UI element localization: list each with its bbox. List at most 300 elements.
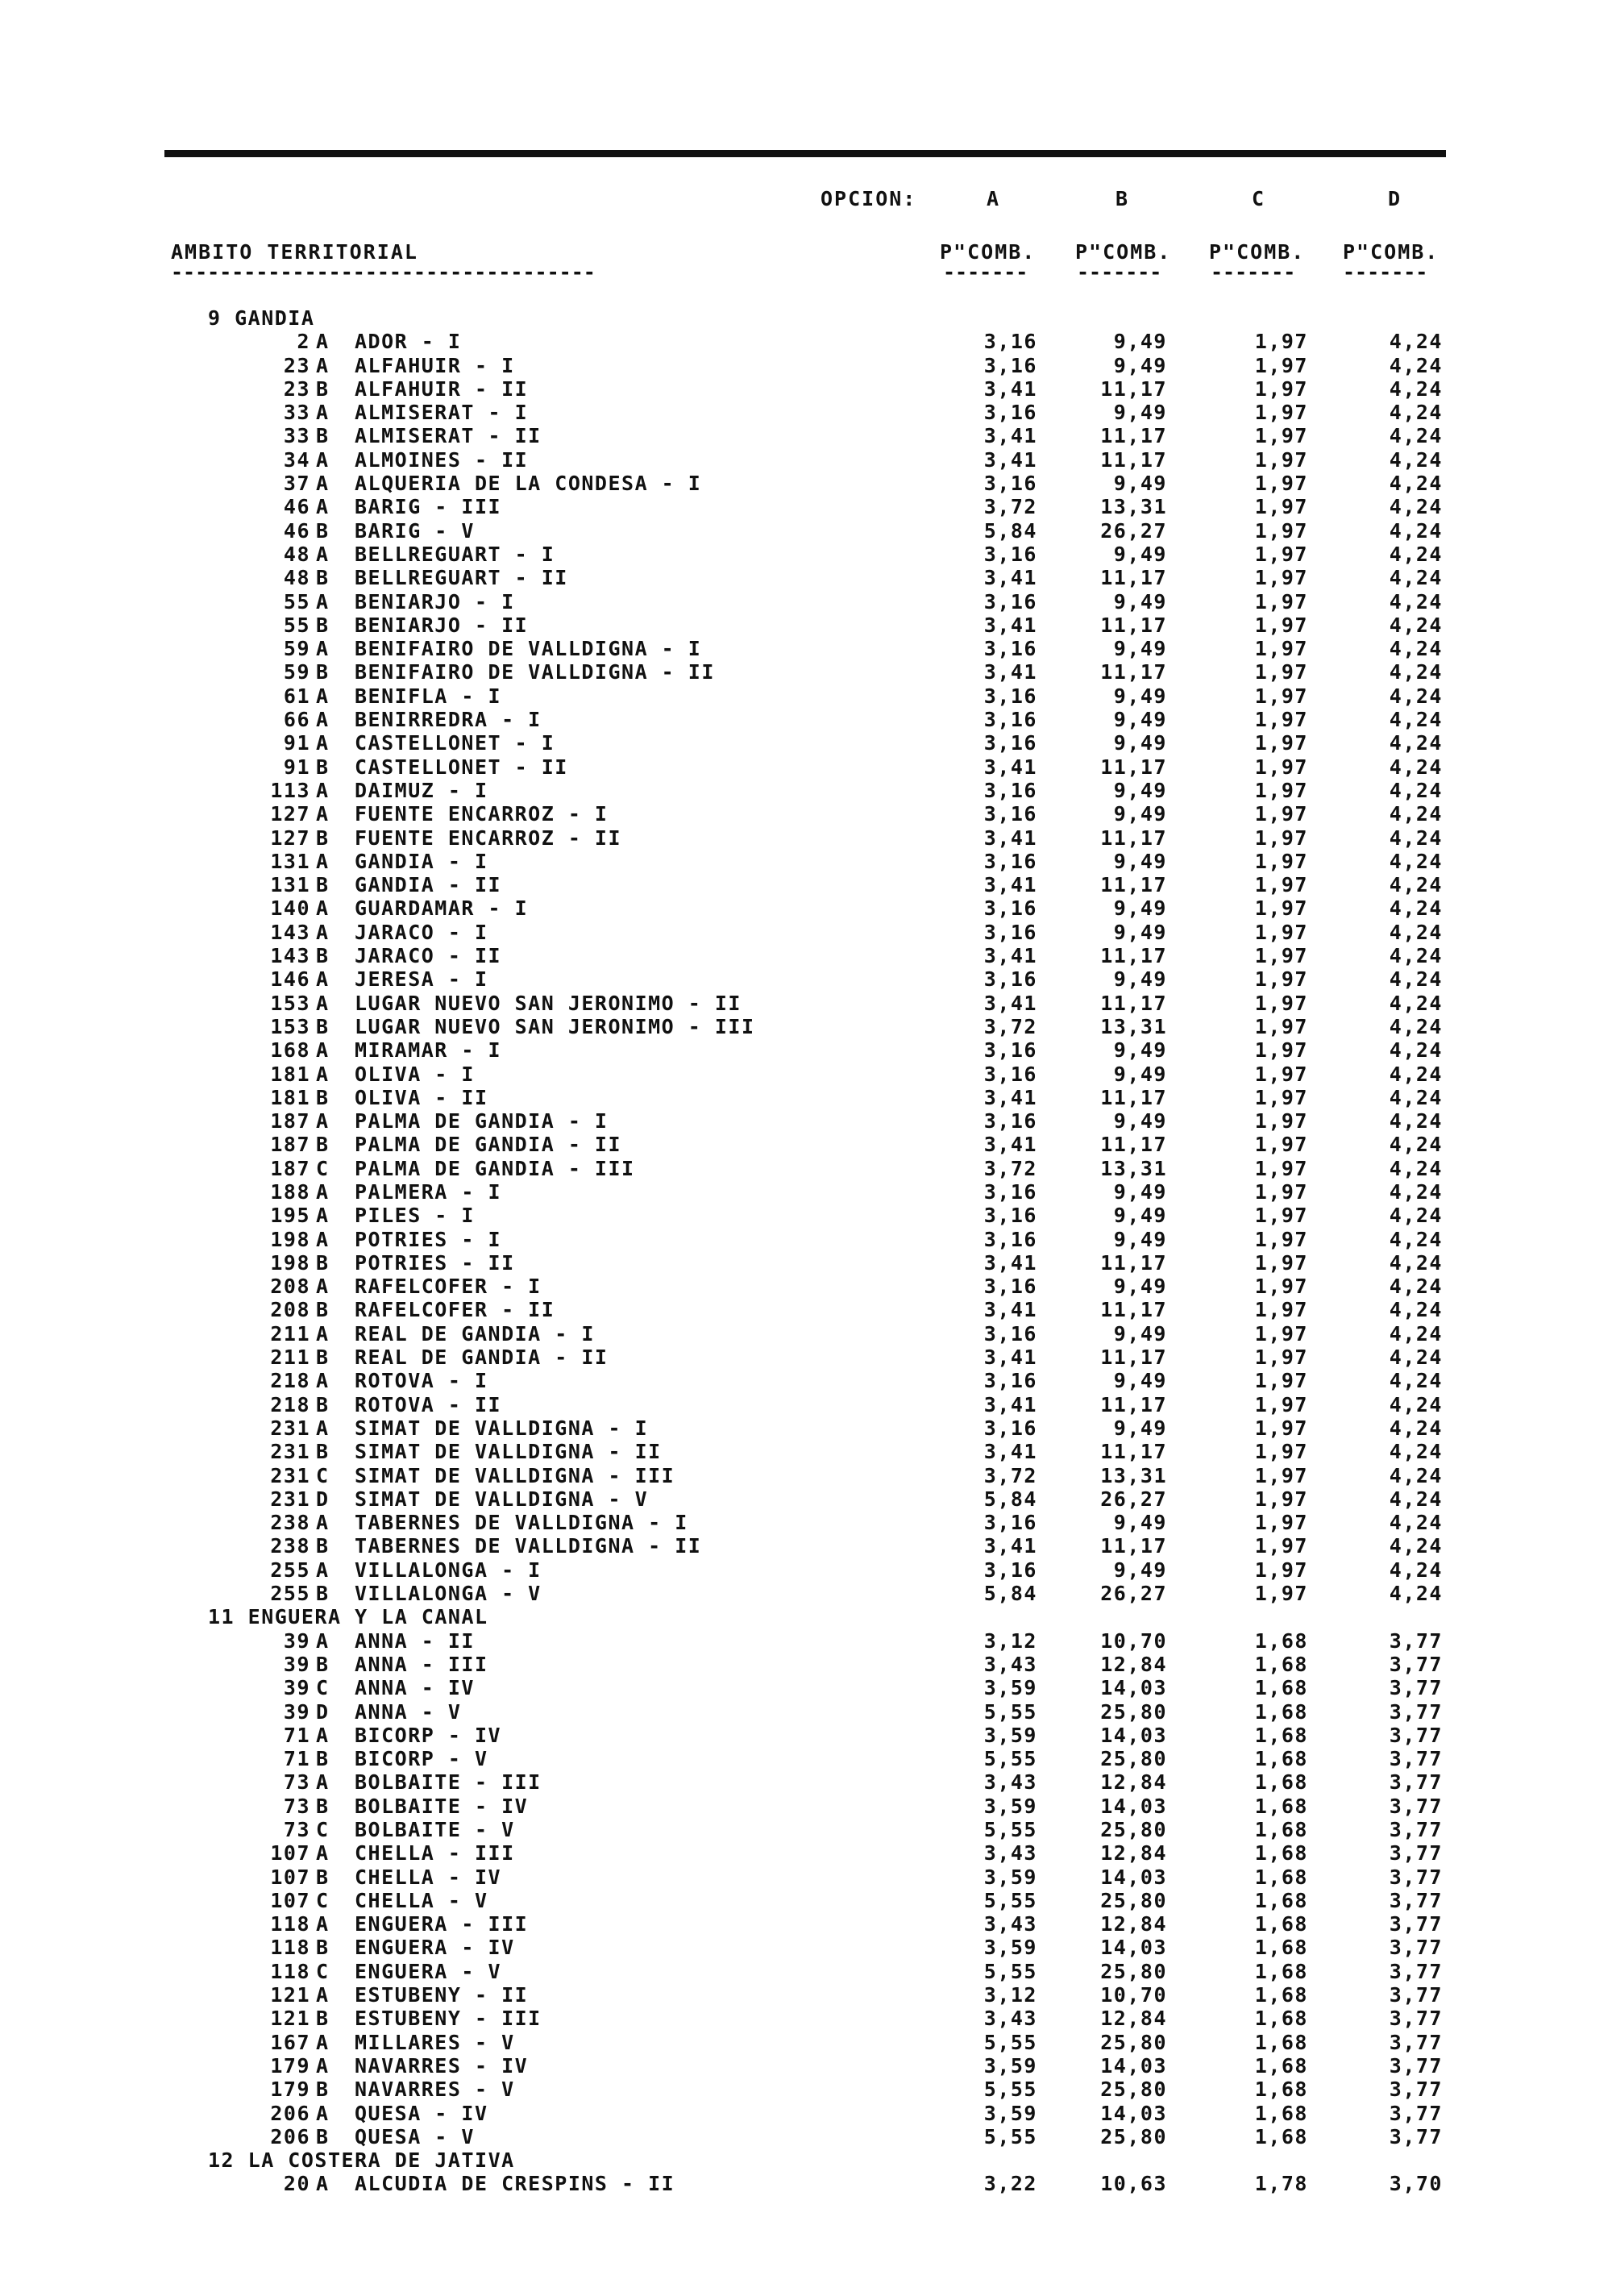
option-letter: A [316, 1628, 330, 1653]
municipality-name: ENGUERA - IV [355, 1936, 515, 1960]
value-c: 1,97 [1254, 1416, 1308, 1440]
value-b: 9,49 [1113, 1109, 1167, 1133]
value-a: 3,41 [983, 991, 1037, 1015]
municipality-code: 20 [283, 2172, 310, 2196]
municipality-name: ROTOVA - II [355, 1392, 502, 1416]
option-letter: A [316, 1038, 330, 1063]
option-letter: A [316, 1912, 330, 1936]
value-c: 1,97 [1254, 401, 1308, 425]
municipality-code: 107 [270, 1888, 310, 1912]
value-b: 11,17 [1100, 1133, 1167, 1157]
value-d: 3,77 [1389, 2078, 1443, 2102]
value-c: 1,97 [1254, 1275, 1308, 1299]
value-c: 1,97 [1254, 684, 1308, 708]
value-c: 1,97 [1254, 1109, 1308, 1133]
value-a: 5,55 [983, 2078, 1037, 2102]
value-d: 3,70 [1389, 2172, 1443, 2196]
table-row [0, 1912, 1612, 1936]
value-a: 3,41 [983, 376, 1037, 401]
value-a: 5,55 [983, 1699, 1037, 1724]
value-c: 1,97 [1254, 967, 1308, 992]
option-letter: B [316, 566, 330, 590]
value-a: 3,41 [983, 566, 1037, 590]
municipality-name: SIMAT DE VALLDIGNA - III [355, 1463, 675, 1487]
table-row [0, 967, 1612, 991]
municipality-name: NAVARRES - IV [355, 2053, 529, 2078]
municipality-code: 143 [270, 920, 310, 944]
value-c: 1,97 [1254, 802, 1308, 826]
municipality-code: 211 [270, 1346, 310, 1370]
municipality-code: 121 [270, 1983, 310, 2007]
value-b: 14,03 [1100, 2101, 1167, 2125]
col-b-underline: ------- [1077, 264, 1162, 281]
value-b: 11,17 [1100, 873, 1167, 897]
option-letter: B [316, 1440, 330, 1464]
table-row [0, 637, 1612, 660]
table-row [0, 1251, 1612, 1275]
municipality-name: BOLBAITE - IV [355, 1794, 529, 1818]
table-row [0, 1322, 1612, 1346]
table-row [0, 1298, 1612, 1321]
municipality-name: CASTELLONET - I [355, 731, 555, 755]
municipality-code: 231 [270, 1487, 310, 1511]
municipality-name: BENIARJO - II [355, 613, 529, 637]
municipality-code: 33 [283, 401, 310, 425]
option-letter: A [316, 447, 330, 472]
value-d: 4,24 [1389, 472, 1443, 496]
value-a: 3,16 [983, 1038, 1037, 1063]
municipality-code: 131 [270, 873, 310, 897]
option-letter: B [316, 2078, 330, 2102]
municipality-name: BOLBAITE - V [355, 1818, 515, 1841]
col-d-heading: P"COMB. [1343, 240, 1440, 264]
value-a: 3,43 [983, 1912, 1037, 1936]
value-a: 3,43 [983, 1652, 1037, 1676]
municipality-name: VILLALONGA - V [355, 1582, 542, 1606]
municipality-code: 39 [283, 1652, 310, 1676]
value-d: 4,24 [1389, 1369, 1443, 1393]
value-a: 3,12 [983, 1628, 1037, 1653]
value-c: 1,97 [1254, 1321, 1308, 1346]
municipality-code: 91 [283, 731, 310, 755]
value-c: 1,68 [1254, 1723, 1308, 1747]
value-d: 4,24 [1389, 1204, 1443, 1228]
municipality-name: CHELLA - V [355, 1888, 488, 1912]
value-b: 11,17 [1100, 944, 1167, 968]
municipality-code: 127 [270, 802, 310, 826]
value-b: 25,80 [1100, 2078, 1167, 2102]
col-a-heading: P"COMB. [940, 240, 1037, 264]
option-letter: A [316, 1062, 330, 1086]
municipality-code: 118 [270, 1912, 310, 1936]
municipality-name: REAL DE GANDIA - I [355, 1321, 595, 1346]
municipality-name: BARIG - V [355, 518, 475, 543]
value-a: 3,16 [983, 896, 1037, 921]
table-row [0, 921, 1612, 944]
value-c: 1,97 [1254, 518, 1308, 543]
value-d: 4,24 [1389, 1416, 1443, 1440]
option-letter: A [316, 637, 330, 661]
table-row [0, 2007, 1612, 2030]
option-letter: B [316, 424, 330, 448]
option-letter: A [316, 1275, 330, 1299]
option-letter: A [316, 495, 330, 519]
option-letter: B [316, 944, 330, 968]
value-a: 5,55 [983, 1818, 1037, 1841]
table-row [0, 1582, 1612, 1605]
ambito-territorial-heading: AMBITO TERRITORIAL [171, 240, 418, 264]
group-header-row [0, 306, 1612, 330]
value-a: 3,41 [983, 447, 1037, 472]
value-c: 1,97 [1254, 708, 1308, 732]
value-d: 4,24 [1389, 566, 1443, 590]
value-a: 3,16 [983, 731, 1037, 755]
option-letter: A [316, 684, 330, 708]
value-d: 4,24 [1389, 1487, 1443, 1511]
municipality-name: BICORP - V [355, 1747, 488, 1771]
value-d: 4,24 [1389, 353, 1443, 377]
value-c: 1,68 [1254, 1936, 1308, 1960]
value-d: 4,24 [1389, 1392, 1443, 1416]
col-c-heading: P"COMB. [1209, 240, 1306, 264]
value-d: 4,24 [1389, 1250, 1443, 1275]
value-c: 1,97 [1254, 731, 1308, 755]
value-a: 3,59 [983, 1794, 1037, 1818]
value-a: 3,16 [983, 637, 1037, 661]
value-d: 4,24 [1389, 802, 1443, 826]
value-b: 25,80 [1100, 1747, 1167, 1771]
value-b: 9,49 [1113, 896, 1167, 921]
value-b: 9,49 [1113, 920, 1167, 944]
option-letter: B [316, 1298, 330, 1322]
municipality-name: BENIFAIRO DE VALLDIGNA - I [355, 637, 702, 661]
municipality-code: 34 [283, 447, 310, 472]
value-d: 4,24 [1389, 1085, 1443, 1109]
value-c: 1,97 [1254, 472, 1308, 496]
value-d: 4,24 [1389, 826, 1443, 850]
option-letter: A [316, 589, 330, 614]
municipality-name: MILLARES - V [355, 2030, 515, 2054]
municipality-name: FUENTE ENCARROZ - I [355, 802, 609, 826]
municipality-name: PALMA DE GANDIA - I [355, 1109, 609, 1133]
value-c: 1,68 [1254, 2078, 1308, 2102]
ambito-underline: ----------------------------------- [171, 264, 596, 281]
table-row [0, 1487, 1612, 1511]
value-c: 1,68 [1254, 2053, 1308, 2078]
value-b: 26,27 [1100, 518, 1167, 543]
table-row [0, 401, 1612, 424]
municipality-code: 179 [270, 2078, 310, 2102]
col-d-underline: ------- [1343, 264, 1428, 281]
option-letter: A [316, 1416, 330, 1440]
municipality-name: PILES - I [355, 1204, 475, 1228]
option-letter: A [316, 2030, 330, 2054]
municipality-name: ALQUERIA DE LA CONDESA - I [355, 472, 702, 496]
value-c: 1,68 [1254, 1865, 1308, 1889]
option-letter: A [316, 920, 330, 944]
value-a: 3,16 [983, 967, 1037, 992]
municipality-code: 33 [283, 424, 310, 448]
option-letter: B [316, 2124, 330, 2148]
municipality-name: PALMERA - I [355, 1179, 502, 1204]
value-c: 1,97 [1254, 1440, 1308, 1464]
municipality-code: 146 [270, 967, 310, 992]
value-d: 3,77 [1389, 1983, 1443, 2007]
option-a-heading: A [987, 187, 1001, 210]
value-d: 3,77 [1389, 2124, 1443, 2148]
option-letter: A [316, 1723, 330, 1747]
table-row [0, 424, 1612, 447]
value-a: 3,59 [983, 1936, 1037, 1960]
value-a: 3,41 [983, 424, 1037, 448]
value-a: 3,59 [983, 1676, 1037, 1700]
municipality-name: BENIRREDRA - I [355, 708, 542, 732]
value-c: 1,97 [1254, 1179, 1308, 1204]
value-a: 3,41 [983, 1392, 1037, 1416]
value-d: 3,77 [1389, 1888, 1443, 1912]
value-b: 11,17 [1100, 991, 1167, 1015]
table-row [0, 2031, 1612, 2054]
value-d: 3,77 [1389, 1723, 1443, 1747]
value-b: 9,49 [1113, 353, 1167, 377]
table-row [0, 1841, 1612, 1865]
value-d: 3,77 [1389, 1865, 1443, 1889]
table-row [0, 1204, 1612, 1227]
data-table [0, 306, 1612, 2196]
value-b: 25,80 [1100, 1818, 1167, 1841]
value-c: 1,97 [1254, 1511, 1308, 1535]
value-b: 14,03 [1100, 1676, 1167, 1700]
value-d: 3,77 [1389, 1747, 1443, 1771]
municipality-code: 181 [270, 1085, 310, 1109]
table-row [0, 944, 1612, 967]
option-letter: A [316, 1179, 330, 1204]
municipality-code: 55 [283, 589, 310, 614]
option-letter: B [316, 518, 330, 543]
table-row [0, 1393, 1612, 1416]
table-row [0, 1629, 1612, 1653]
municipality-code: 39 [283, 1699, 310, 1724]
option-letter: A [316, 2101, 330, 2125]
value-b: 9,49 [1113, 849, 1167, 873]
value-a: 3,72 [983, 1014, 1037, 1038]
value-c: 1,97 [1254, 1204, 1308, 1228]
table-row [0, 448, 1612, 472]
municipality-name: ANNA - V [355, 1699, 462, 1724]
option-d-heading: D [1388, 187, 1402, 210]
value-c: 1,68 [1254, 2101, 1308, 2125]
municipality-code: 118 [270, 1959, 310, 1983]
option-letter: A [316, 1369, 330, 1393]
value-a: 5,84 [983, 1582, 1037, 1606]
value-a: 3,43 [983, 1770, 1037, 1795]
value-a: 3,72 [983, 495, 1037, 519]
municipality-name: BENIARJO - I [355, 589, 515, 614]
value-c: 1,68 [1254, 1841, 1308, 1866]
value-c: 1,68 [1254, 1794, 1308, 1818]
value-b: 11,17 [1100, 376, 1167, 401]
option-letter: B [316, 1133, 330, 1157]
table-row [0, 1960, 1612, 1983]
value-b: 14,03 [1100, 1723, 1167, 1747]
value-b: 9,49 [1113, 1179, 1167, 1204]
municipality-code: 198 [270, 1227, 310, 1251]
option-letter: A [316, 353, 330, 377]
value-c: 1,97 [1254, 1558, 1308, 1582]
municipality-name: DAIMUZ - I [355, 778, 488, 802]
municipality-name: SIMAT DE VALLDIGNA - V [355, 1487, 649, 1511]
municipality-name: PALMA DE GANDIA - II [355, 1133, 622, 1157]
value-b: 9,49 [1113, 778, 1167, 802]
table-row [0, 1157, 1612, 1180]
option-letter: A [316, 1227, 330, 1251]
value-a: 3,16 [983, 778, 1037, 802]
municipality-code: 113 [270, 778, 310, 802]
value-a: 3,16 [983, 1227, 1037, 1251]
option-letter: A [316, 731, 330, 755]
option-letter: C [316, 1463, 330, 1487]
value-d: 4,24 [1389, 542, 1443, 566]
table-row [0, 1795, 1612, 1818]
value-b: 9,49 [1113, 684, 1167, 708]
municipality-code: 131 [270, 849, 310, 873]
municipality-code: 48 [283, 542, 310, 566]
municipality-name: OLIVA - I [355, 1062, 475, 1086]
value-d: 4,24 [1389, 1511, 1443, 1535]
municipality-code: 255 [270, 1582, 310, 1606]
option-letter: B [316, 376, 330, 401]
value-c: 1,68 [1254, 2007, 1308, 2031]
option-letter: B [316, 1582, 330, 1606]
value-a: 3,59 [983, 2053, 1037, 2078]
table-row [0, 472, 1612, 495]
value-a: 5,55 [983, 1888, 1037, 1912]
table-row [0, 566, 1612, 589]
value-c: 1,68 [1254, 1676, 1308, 1700]
value-a: 3,41 [983, 944, 1037, 968]
value-d: 4,24 [1389, 637, 1443, 661]
option-letter: B [316, 1794, 330, 1818]
municipality-name: QUESA - IV [355, 2101, 488, 2125]
table-row [0, 1369, 1612, 1392]
value-c: 1,97 [1254, 1298, 1308, 1322]
municipality-name: BICORP - IV [355, 1723, 502, 1747]
option-letter: A [316, 967, 330, 992]
value-a: 5,84 [983, 1487, 1037, 1511]
value-d: 3,77 [1389, 1628, 1443, 1653]
value-c: 1,97 [1254, 613, 1308, 637]
municipality-code: 206 [270, 2124, 310, 2148]
option-letter: B [316, 1865, 330, 1889]
value-d: 4,24 [1389, 1227, 1443, 1251]
value-a: 3,16 [983, 1416, 1037, 1440]
municipality-code: 255 [270, 1558, 310, 1582]
municipality-code: 39 [283, 1676, 310, 1700]
value-d: 4,24 [1389, 944, 1443, 968]
value-b: 25,80 [1100, 1699, 1167, 1724]
value-a: 3,41 [983, 1250, 1037, 1275]
option-letter: A [316, 401, 330, 425]
value-a: 3,16 [983, 708, 1037, 732]
table-row [0, 826, 1612, 850]
value-c: 1,97 [1254, 330, 1308, 354]
option-letter: A [316, 896, 330, 921]
option-letter: B [316, 873, 330, 897]
value-d: 4,24 [1389, 1062, 1443, 1086]
table-row [0, 1676, 1612, 1699]
municipality-name: ENGUERA - V [355, 1959, 502, 1983]
municipality-code: 61 [283, 684, 310, 708]
municipality-code: 238 [270, 1511, 310, 1535]
value-d: 4,24 [1389, 731, 1443, 755]
option-letter: B [316, 1392, 330, 1416]
municipality-name: TABERNES DE VALLDIGNA - I [355, 1511, 688, 1535]
municipality-name: RAFELCOFER - I [355, 1275, 542, 1299]
value-a: 3,16 [983, 330, 1037, 354]
table-row [0, 731, 1612, 755]
value-c: 1,97 [1254, 424, 1308, 448]
value-b: 9,49 [1113, 1204, 1167, 1228]
value-d: 4,24 [1389, 1298, 1443, 1322]
value-b: 11,17 [1100, 613, 1167, 637]
value-b: 11,17 [1100, 1392, 1167, 1416]
table-row [0, 1133, 1612, 1156]
municipality-code: 118 [270, 1936, 310, 1960]
value-d: 4,24 [1389, 1534, 1443, 1558]
value-d: 4,24 [1389, 708, 1443, 732]
municipality-name: ALMISERAT - I [355, 401, 529, 425]
value-c: 1,97 [1254, 826, 1308, 850]
value-d: 4,24 [1389, 1156, 1443, 1180]
table-row [0, 1464, 1612, 1487]
table-row [0, 1511, 1612, 1534]
value-a: 3,22 [983, 2172, 1037, 2196]
municipality-name: VILLALONGA - I [355, 1558, 542, 1582]
value-a: 3,12 [983, 1983, 1037, 2007]
municipality-code: 188 [270, 1179, 310, 1204]
value-d: 4,24 [1389, 495, 1443, 519]
table-row [0, 1086, 1612, 1109]
option-letter: B [316, 1747, 330, 1771]
option-letter: B [316, 1014, 330, 1038]
value-b: 11,17 [1100, 447, 1167, 472]
municipality-code: 208 [270, 1298, 310, 1322]
option-letter: A [316, 1558, 330, 1582]
table-row [0, 2125, 1612, 2148]
municipality-name: ALMOINES - II [355, 447, 529, 472]
value-b: 9,49 [1113, 1321, 1167, 1346]
value-c: 1,97 [1254, 1156, 1308, 1180]
value-c: 1,97 [1254, 566, 1308, 590]
value-a: 3,16 [983, 1321, 1037, 1346]
municipality-name: ANNA - II [355, 1628, 475, 1653]
value-a: 3,41 [983, 1133, 1037, 1157]
value-b: 11,17 [1100, 826, 1167, 850]
value-c: 1,97 [1254, 778, 1308, 802]
value-a: 3,41 [983, 1534, 1037, 1558]
option-letter: A [316, 849, 330, 873]
table-row [0, 873, 1612, 896]
value-a: 3,16 [983, 353, 1037, 377]
table-row [0, 1440, 1612, 1463]
municipality-code: 37 [283, 472, 310, 496]
value-c: 1,97 [1254, 1392, 1308, 1416]
value-a: 5,55 [983, 2030, 1037, 2054]
municipality-code: 73 [283, 1818, 310, 1841]
value-d: 4,24 [1389, 1321, 1443, 1346]
table-row [0, 1015, 1612, 1038]
value-c: 1,97 [1254, 1062, 1308, 1086]
